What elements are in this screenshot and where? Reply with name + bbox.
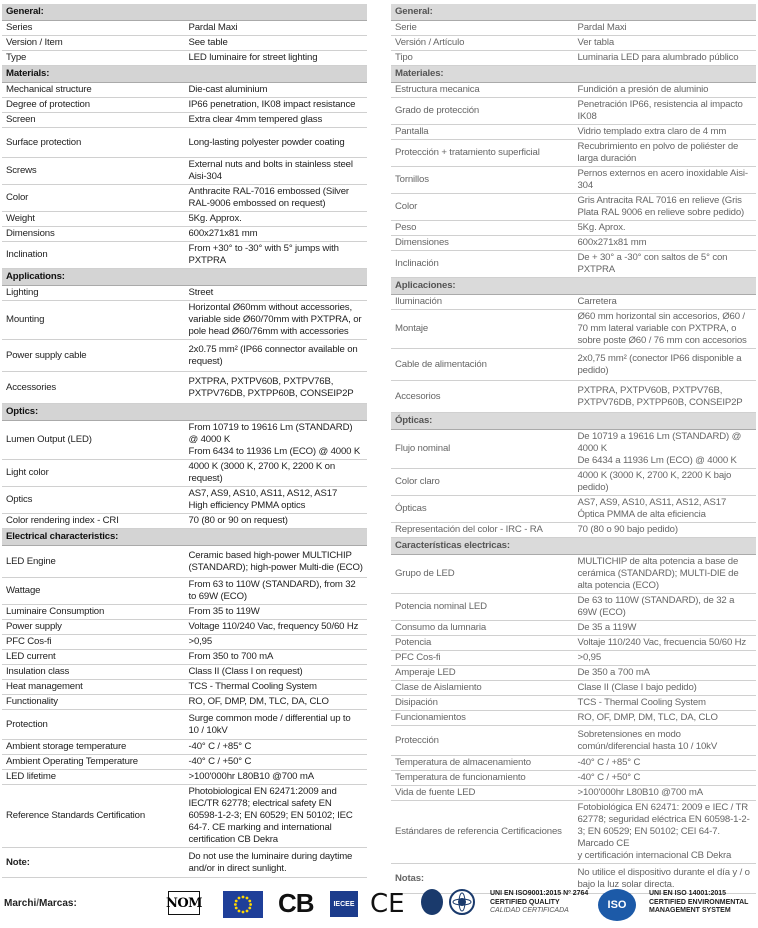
spec-row (2, 546, 367, 578)
spec-label: Dimensions (2, 227, 185, 242)
spec-row (2, 635, 367, 650)
spec-label: Tornillos (391, 167, 574, 194)
spec-row (391, 651, 756, 666)
section-header (391, 66, 756, 83)
spec-label: Serie (391, 21, 574, 36)
spec-value: Ceramic based high-power MULTICHIP (STANDARD); high-power Multi-die (ECO) (185, 546, 368, 578)
spec-row (391, 555, 756, 594)
spec-label: Weight (2, 212, 185, 227)
spec-row (391, 51, 756, 66)
spec-row (2, 487, 367, 514)
spec-value: De 350 a 700 mA (574, 666, 757, 681)
spec-label: Estándares de referencia Certificaciones (391, 801, 574, 864)
spec-value: AS7, AS9, AS10, AS11, AS12, AS17 Óptica PMMA de alta eficiencia (574, 496, 757, 523)
spec-row (391, 194, 756, 221)
spec-row (391, 666, 756, 681)
spec-value: -40° C / +50° C (574, 771, 757, 786)
spec-label: Versión / Artículo (391, 36, 574, 51)
spec-label: Protection (2, 710, 185, 740)
spec-label: LED current (2, 650, 185, 665)
spec-value: Fotobiológica EN 62471: 2009 e IEC / TR 62778; seguridad eléctrica EN 60598-1-2-3; EN 60529; EN 50102; CEI 64-7. Marcado CE y certificación internacional CB Dekra (574, 801, 757, 864)
spec-label: Color (2, 185, 185, 212)
spec-label: Heat management (2, 680, 185, 695)
spec-row (2, 605, 367, 620)
spec-row (391, 98, 756, 125)
spec-row (2, 301, 367, 340)
spec-row (2, 36, 367, 51)
spec-label: Montaje (391, 310, 574, 349)
spec-row (391, 140, 756, 167)
spec-value: RO, OF, DMP, DM, TLC, DA, CLO (185, 695, 368, 710)
spec-row (391, 430, 756, 469)
spec-label: Screen (2, 113, 185, 128)
spec-value: TCS - Thermal Cooling System (574, 696, 757, 711)
certification-seal-icon (421, 889, 443, 915)
specifications-table (2, 4, 367, 878)
spec-row (391, 786, 756, 801)
eu-flag-logo (223, 891, 263, 918)
spec-row (391, 636, 756, 651)
spec-label: Representación del color - IRC - RA (391, 523, 574, 538)
spec-value: From +30° to -30° with 5° jumps with PXTPRA (185, 242, 368, 269)
spec-row (391, 711, 756, 726)
spec-label: Inclinación (391, 251, 574, 278)
spec-row (391, 21, 756, 36)
spec-row (2, 740, 367, 755)
spec-label: Color rendering index - CRI (2, 514, 185, 529)
spec-value: Fundición a presión de aluminio (574, 83, 757, 98)
spec-label: Consumo da lumnaria (391, 621, 574, 636)
spec-row (391, 771, 756, 786)
section-title: Aplicaciones: (391, 278, 756, 295)
spec-label: Vida de fuente LED (391, 786, 574, 801)
spec-row (2, 242, 367, 269)
quality-label-es: CALIDAD CERTIFICADA (490, 907, 569, 914)
spec-value: Surge common mode / differential up to 10 / 10kV (185, 710, 368, 740)
spec-row (391, 36, 756, 51)
spec-row (2, 51, 367, 66)
spec-row (2, 83, 367, 98)
spec-label: Surface protection (2, 128, 185, 158)
spec-label: Disipación (391, 696, 574, 711)
certification-seal-icon (449, 889, 475, 915)
spec-label: Screws (2, 158, 185, 185)
spec-label: Wattage (2, 578, 185, 605)
spec-value: De 63 to 110W (STANDARD), de 32 a 69W (ECO) (574, 594, 757, 621)
spec-row (391, 349, 756, 381)
spec-value: >100'000hr L80B10 @700 mA (185, 770, 368, 785)
spec-label: Pantalla (391, 125, 574, 140)
spec-row (2, 372, 367, 404)
spec-row (2, 665, 367, 680)
section-header (2, 269, 367, 286)
spec-row (391, 496, 756, 523)
spec-row (2, 620, 367, 635)
spec-label: Lumen Output (LED) (2, 421, 185, 460)
spec-value: From 10719 to 19616 Lm (STANDARD) @ 4000 K From 6434 to 11936 Lm (ECO) @ 4000 K (185, 421, 368, 460)
ce-mark-logo: CE (370, 889, 405, 919)
section-title: General: (391, 4, 756, 21)
spec-value: Sobretensiones en modo común/diferencial hasta 10 / 10kV (574, 726, 757, 756)
spec-value: Ø60 mm horizontal sin accesorios, Ø60 / 70 mm lateral variable con PXTPRA, o sobre poste Ø60 / 76 mm con accesorios (574, 310, 757, 349)
spec-row (2, 514, 367, 529)
spec-label: Notas: (391, 864, 574, 894)
spec-value: Ver tabla (574, 36, 757, 51)
spec-row (2, 755, 367, 770)
spec-value: From 350 to 700 mA (185, 650, 368, 665)
spec-value: -40° C / +85° C (574, 756, 757, 771)
section-header (391, 413, 756, 430)
spec-label: Luminaire Consumption (2, 605, 185, 620)
spec-value: Photobiological EN 62471:2009 and IEC/TR 62778; electrical safety EN 60598-1-2-3; EN 60529; EN 50102; IEC 64-7. CE marking and international certification CB Dekra (185, 785, 368, 848)
spec-label: Series (2, 21, 185, 36)
spec-label: Inclination (2, 242, 185, 269)
spec-value: No utilice el dispositivo durante el día y / o bajo la luz solar directa. (574, 864, 757, 894)
spec-value: External nuts and bolts in stainless steel Aisi-304 (185, 158, 368, 185)
spec-value: Street (185, 286, 368, 301)
spec-label: LED lifetime (2, 770, 185, 785)
note-row (2, 848, 367, 878)
spec-row (2, 21, 367, 36)
spec-row (2, 460, 367, 487)
spec-label: Power supply cable (2, 340, 185, 372)
quality-label-en: CERTIFIED QUALITY (490, 898, 560, 906)
spec-value: 70 (80 o 90 bajo pedido) (574, 523, 757, 538)
spec-label: Funcionamientos (391, 711, 574, 726)
spec-row (2, 113, 367, 128)
spec-row (391, 681, 756, 696)
section-title: Materials: (2, 66, 367, 83)
spec-value: Luminaria LED para alumbrado público (574, 51, 757, 66)
spec-label: Ópticas (391, 496, 574, 523)
brands-footer (0, 883, 758, 928)
spec-value: Voltaje 110/240 Vac, frecuencia 50/60 Hz (574, 636, 757, 651)
spec-value: Extra clear 4mm tempered glass (185, 113, 368, 128)
spec-label: Protección (391, 726, 574, 756)
spec-row (391, 696, 756, 711)
spec-label: Tipo (391, 51, 574, 66)
spec-value: Class II (Class I on request) (185, 665, 368, 680)
spec-label: Potencia nominal LED (391, 594, 574, 621)
spec-row (391, 236, 756, 251)
section-title: Electrical characteristics: (2, 529, 367, 546)
spec-row (391, 167, 756, 194)
spec-label: Color claro (391, 469, 574, 496)
spec-row (2, 98, 367, 113)
spec-label: Light color (2, 460, 185, 487)
spec-label: Protección + tratamiento superficial (391, 140, 574, 167)
spec-label: Version / Item (2, 36, 185, 51)
spec-value: 70 (80 or 90 on request) (185, 514, 368, 529)
spec-value: Recubrimiento en polvo de poliéster de larga duración (574, 140, 757, 167)
spec-value: 2x0,75 mm² (conector IP66 disponible a pedido) (574, 349, 757, 381)
spec-value: Do not use the luminaire during daytime and/or in direct sunlight. (185, 848, 368, 878)
spec-row (391, 523, 756, 538)
section-header (2, 4, 367, 21)
spec-table-english (2, 4, 367, 878)
spec-row (2, 710, 367, 740)
spec-value: 4000 K (3000 K, 2700 K, 2200 K on request) (185, 460, 368, 487)
section-header (391, 278, 756, 295)
quality-standard: UNI EN ISO9001:2015 Nº 2764 (490, 890, 589, 897)
spec-row (391, 469, 756, 496)
spec-label: Reference Standards Certification (2, 785, 185, 848)
spec-label: Clase de Aislamiento (391, 681, 574, 696)
iso-logo: ISO (598, 889, 636, 921)
spec-label: Ambient Operating Temperature (2, 755, 185, 770)
section-header (391, 538, 756, 555)
spec-value: >0,95 (574, 651, 757, 666)
spec-label: Peso (391, 221, 574, 236)
spec-value: >100'000hr L80B10 @700 mA (574, 786, 757, 801)
spec-row (2, 695, 367, 710)
spec-value: See table (185, 36, 368, 51)
nom-logo: NOM (168, 891, 200, 915)
spec-label: Note: (2, 848, 185, 878)
spec-row (391, 83, 756, 98)
spec-value: Die-cast aluminium (185, 83, 368, 98)
spec-label: PFC Cos-fi (391, 651, 574, 666)
spec-value: Carretera (574, 295, 757, 310)
spec-label: Accessories (2, 372, 185, 404)
spec-row (391, 221, 756, 236)
spec-row (2, 128, 367, 158)
spec-label: Accesorios (391, 381, 574, 413)
spec-row (2, 212, 367, 227)
spec-row (2, 680, 367, 695)
spec-value: -40° C / +85° C (185, 740, 368, 755)
environmental-certification-text (649, 890, 748, 916)
section-title: Optics: (2, 404, 367, 421)
spec-value: 4000 K (3000 K, 2700 K, 2200 K bajo pedido) (574, 469, 757, 496)
spec-value: Penetración IP66, resistencia al impacto IK08 (574, 98, 757, 125)
spec-label: Degree of protection (2, 98, 185, 113)
spec-value: 600x271x81 mm (185, 227, 368, 242)
spec-row (2, 340, 367, 372)
spec-label: Temperatura de funcionamiento (391, 771, 574, 786)
spec-row (2, 227, 367, 242)
spec-label: Dimensiones (391, 236, 574, 251)
spec-row (2, 158, 367, 185)
section-header (2, 529, 367, 546)
spec-label: Grupo de LED (391, 555, 574, 594)
spec-label: Lighting (2, 286, 185, 301)
spec-row (391, 621, 756, 636)
spec-value: 2x0.75 mm² (IP66 connector available on request) (185, 340, 368, 372)
spec-value: From 35 to 119W (185, 605, 368, 620)
spec-label: Functionality (2, 695, 185, 710)
spec-row (2, 185, 367, 212)
spec-row (391, 310, 756, 349)
spec-value: -40° C / +50° C (185, 755, 368, 770)
spec-value: MULTICHIP de alta potencia a base de cerámica (STANDARD); MULTI-DIE de alta potencia (ECO) (574, 555, 757, 594)
spec-row (391, 801, 756, 864)
brands-label-it: Marchi (4, 898, 37, 909)
section-title: Características electricas: (391, 538, 756, 555)
spec-value: From 63 to 110W (STANDARD), from 32 to 69W (ECO) (185, 578, 368, 605)
spec-value: LED luminaire for street lighting (185, 51, 368, 66)
section-title: General: (2, 4, 367, 21)
spec-row (391, 381, 756, 413)
spec-value: IP66 penetration, IK08 impact resistance (185, 98, 368, 113)
spec-label: Power supply (2, 620, 185, 635)
section-header (2, 404, 367, 421)
section-title: Ópticas: (391, 413, 756, 430)
brands-label-es: Marcas: (39, 898, 77, 909)
brands-label (4, 898, 77, 909)
spec-label: Flujo nominal (391, 430, 574, 469)
spec-label: Cable de alimentación (391, 349, 574, 381)
spec-row (391, 726, 756, 756)
spec-label: Ambient storage temperature (2, 740, 185, 755)
spec-row (2, 286, 367, 301)
spec-row (2, 785, 367, 848)
spec-value: Horizontal Ø60mm without accessories, variable side Ø60/70mm with PXTPRA, or pole head Ø60/76mm with accessories (185, 301, 368, 340)
spec-label: Amperaje LED (391, 666, 574, 681)
spec-label: PFC Cos-fi (2, 635, 185, 650)
spec-value: Pernos externos en acero inoxidable Aisi-304 (574, 167, 757, 194)
spec-row (2, 578, 367, 605)
spec-value: PXTPRA, PXTPV60B, PXTPV76B, PXTPV76DB, PXTPP60B, CONSEIP2P (574, 381, 757, 413)
spec-row (391, 295, 756, 310)
spec-value: Pardal Maxi (185, 21, 368, 36)
section-title: Materiales: (391, 66, 756, 83)
spec-value: >0,95 (185, 635, 368, 650)
spec-value: Voltage 110/240 Vac, frequency 50/60 Hz (185, 620, 368, 635)
spec-value: Anthracite RAL-7016 embossed (Silver RAL-9006 embossed on request) (185, 185, 368, 212)
section-header (391, 4, 756, 21)
spec-value: De 10719 a 19616 Lm (STANDARD) @ 4000 K De 6434 a 11936 Lm (ECO) @ 4000 K (574, 430, 757, 469)
spec-row (391, 125, 756, 140)
spec-row (391, 756, 756, 771)
spec-value: 600x271x81 mm (574, 236, 757, 251)
spec-value: Clase II (Clase I bajo pedido) (574, 681, 757, 696)
spec-value: De + 30° a -30° con saltos de 5° con PXTPRA (574, 251, 757, 278)
spec-label: Mounting (2, 301, 185, 340)
spec-row (391, 251, 756, 278)
spec-label: Grado de protección (391, 98, 574, 125)
spec-value: PXTPRA, PXTPV60B, PXTPV76B, PXTPV76DB, PXTPP60B, CONSEIP2P (185, 372, 368, 404)
environmental-label-2: MANAGEMENT SYSTEM (649, 907, 731, 914)
spec-row (2, 421, 367, 460)
spec-value: 5Kg. Approx. (185, 212, 368, 227)
spec-label: Optics (2, 487, 185, 514)
spec-value: 5Kg. Aprox. (574, 221, 757, 236)
spec-label: Estructura mecanica (391, 83, 574, 98)
spec-value: AS7, AS9, AS10, AS11, AS12, AS17 High efficiency PMMA optics (185, 487, 368, 514)
quality-certification-text (490, 890, 588, 916)
spec-value: Long-lasting polyester powder coating (185, 128, 368, 158)
spec-label: Type (2, 51, 185, 66)
spec-row (391, 594, 756, 621)
spec-table-spanish (391, 4, 756, 894)
spec-value: TCS - Thermal Cooling System (185, 680, 368, 695)
spec-value: Pardal Maxi (574, 21, 757, 36)
spec-row (2, 650, 367, 665)
environmental-label-1: CERTIFIED ENVIRONMENTAL (649, 898, 749, 906)
spec-label: LED Engine (2, 546, 185, 578)
spec-label: Color (391, 194, 574, 221)
specifications-table (391, 4, 756, 894)
spec-label: Temperatura de almacenamiento (391, 756, 574, 771)
brands-label-separator: / (36, 898, 40, 909)
iecee-logo: IECEE (330, 891, 358, 917)
spec-value: Gris Antracita RAL 7016 en relieve (Gris Plata RAL 9006 en relieve sobre pedido) (574, 194, 757, 221)
spec-value: RO, OF, DMP, DM, TLC, DA, CLO (574, 711, 757, 726)
spec-value: De 35 a 119W (574, 621, 757, 636)
section-header (2, 66, 367, 83)
section-title: Applications: (2, 269, 367, 286)
cb-logo: CB (278, 888, 314, 918)
spec-label: Iluminación (391, 295, 574, 310)
spec-label: Insulation class (2, 665, 185, 680)
environmental-standard: UNI EN ISO 14001:2015 (649, 890, 727, 897)
spec-value: Vidrio templado extra claro de 4 mm (574, 125, 757, 140)
spec-row (2, 770, 367, 785)
spec-label: Potencia (391, 636, 574, 651)
spec-label: Mechanical structure (2, 83, 185, 98)
